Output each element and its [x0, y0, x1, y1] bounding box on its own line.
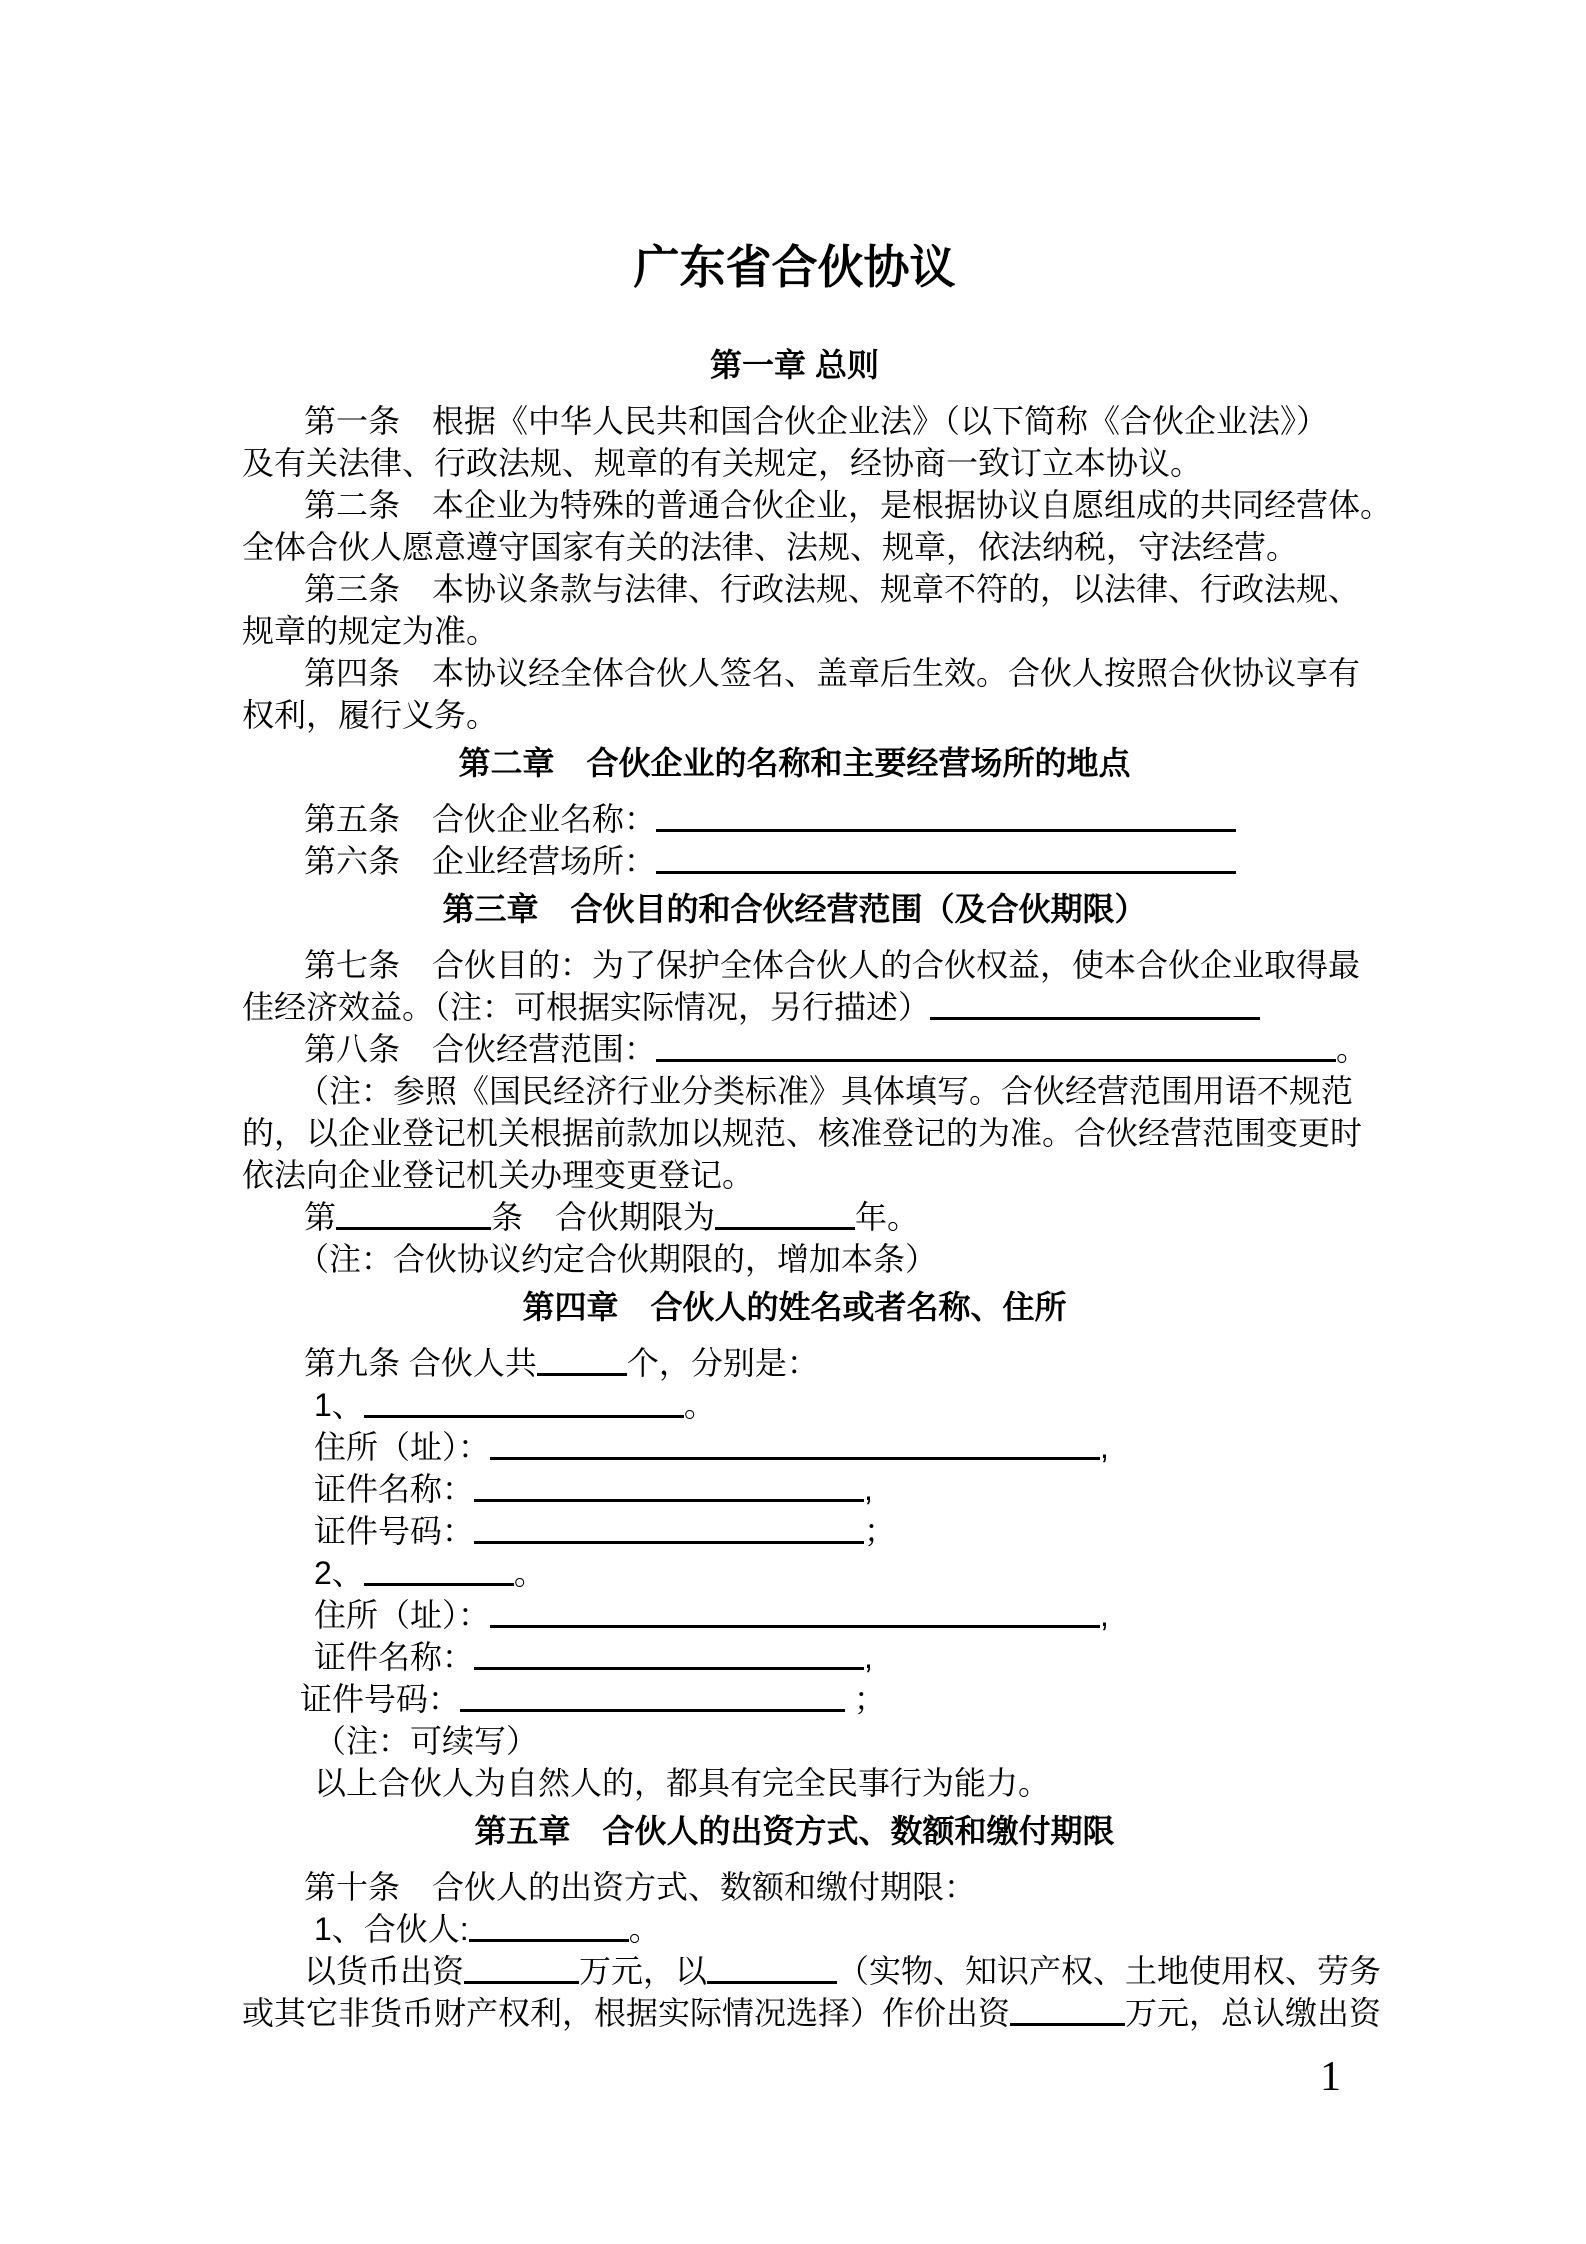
text-segment: 第一条 根据《中华人民共和国合伙企业法》（以下简称《合伙企业法》） — [304, 403, 1329, 439]
text-segment: , — [1100, 1597, 1109, 1633]
text-segment: 以上合伙人为自然人的，都具有完全民事行为能力。 — [314, 1765, 1051, 1801]
document-line — [242, 840, 1347, 882]
chapter-heading — [242, 888, 1347, 930]
fill-in-blank — [460, 1679, 845, 1712]
text-segment: 。 — [683, 1387, 716, 1423]
fill-in-blank — [656, 841, 1236, 874]
document-line — [242, 1594, 1347, 1636]
text-segment: 证件名称： — [314, 1639, 475, 1675]
text-segment: 。 — [513, 1555, 546, 1591]
document-line — [242, 1720, 1347, 1762]
fill-in-blank — [336, 1197, 491, 1230]
document-line — [242, 1112, 1363, 1154]
document-line — [242, 1510, 1347, 1552]
text-segment: ； — [864, 1513, 897, 1549]
text-segment: （注：参照《国民经济行业分类标准》具体填写。合伙经营范围用语不规范 — [297, 1073, 1354, 1109]
chapter-heading — [242, 344, 1347, 386]
text-segment: 第七条 合伙目的：为了保护全体合伙人的合伙权益，使本合伙企业取得最 — [304, 947, 1361, 983]
text-segment: 。 — [1336, 1031, 1369, 1067]
fill-in-blank — [656, 799, 1236, 832]
text-segment: , — [864, 1639, 873, 1675]
text-segment: , — [864, 1471, 873, 1507]
text-segment: 年。 — [855, 1199, 920, 1235]
document-line — [242, 694, 1347, 736]
document-line — [242, 1950, 1382, 1992]
fill-in-blank — [474, 1511, 864, 1544]
document-line — [242, 798, 1347, 840]
text-segment: 第 — [304, 1199, 337, 1235]
document-line — [242, 1196, 1347, 1238]
document-body — [242, 344, 1393, 2034]
document-line — [242, 1384, 1347, 1426]
text-segment: 第六条 企业经营场所： — [304, 843, 657, 879]
text-segment: 第五章 合伙人的出资方式、数额和缴付期限 — [474, 1813, 1115, 1849]
text-segment: （注：合伙协议约定合伙期限的，增加本条） — [297, 1241, 938, 1277]
document-line — [242, 526, 1347, 568]
document-line — [242, 1992, 1382, 2034]
document-line — [242, 1678, 1347, 1720]
document-line — [242, 568, 1361, 610]
fill-in-blank — [707, 1951, 837, 1984]
text-segment: 住所（址）： — [314, 1597, 491, 1633]
fill-in-blank — [490, 1595, 1100, 1628]
document-line — [242, 1468, 1347, 1510]
text-segment: 证件号码： — [300, 1681, 461, 1717]
document-line — [242, 1908, 1347, 1950]
text-segment: 全体合伙人愿意遵守国家有关的法律、法规、规章，依法纳税，守法经营。 — [242, 529, 1299, 565]
text-segment: 万元，以 — [579, 1953, 708, 1989]
fill-in-blank — [474, 1637, 864, 1670]
document-line — [242, 1070, 1354, 1112]
text-segment: 第五条 合伙企业名称： — [304, 801, 657, 837]
text-segment: 1、合伙人: — [314, 1911, 469, 1947]
chapter-heading — [242, 1810, 1347, 1852]
fill-in-blank — [715, 1197, 855, 1230]
document-line — [242, 400, 1347, 442]
text-segment: 住所（址）： — [314, 1429, 491, 1465]
text-segment: 证件名称： — [314, 1471, 475, 1507]
document-line — [242, 986, 1347, 1028]
document-line — [242, 1154, 1347, 1196]
text-segment: 规章的规定为准。 — [242, 613, 499, 649]
fill-in-blank — [537, 1343, 627, 1376]
page-number: 1 — [1320, 2054, 1341, 2100]
text-segment: 第九条 合伙人共 — [304, 1345, 537, 1381]
text-segment: 第三章 合伙目的和合伙经营范围（及合伙期限） — [442, 891, 1147, 927]
document-title: 广东省合伙协议 — [633, 242, 956, 293]
text-segment: 个，分别是： — [626, 1345, 819, 1381]
text-segment: 第八条 合伙经营范围： — [304, 1031, 657, 1067]
text-segment: （实物、知识产权、土地使用权、劳务 — [837, 1953, 1382, 1989]
chapter-heading — [242, 742, 1347, 784]
document-line — [242, 944, 1361, 986]
fill-in-blank — [364, 1385, 684, 1418]
text-segment: 第二章 合伙企业的名称和主要经营场所的地点 — [458, 745, 1131, 781]
document-line — [242, 1552, 1347, 1594]
text-segment: 2、 — [314, 1555, 364, 1591]
text-segment: 第四条 本协议经全体合伙人签名、盖章后生效。合伙人按照合伙协议享有 — [304, 655, 1361, 691]
text-segment: （注：可续写） — [314, 1723, 539, 1759]
text-segment: 第十条 合伙人的出资方式、数额和缴付期限： — [304, 1869, 977, 1905]
fill-in-blank — [1010, 1993, 1125, 2026]
fill-in-blank — [474, 1469, 864, 1502]
text-segment: 第二条 本企业为特殊的普通合伙企业，是根据协议自愿组成的共同经营体。 — [304, 487, 1393, 523]
text-segment: 及有关法律、行政法规、规章的有关规定，经协商一致订立本协议。 — [242, 445, 1203, 481]
fill-in-blank — [656, 1029, 1336, 1062]
text-segment: , — [1100, 1429, 1109, 1465]
text-segment: 1、 — [314, 1387, 364, 1423]
document-line — [242, 1426, 1347, 1468]
text-segment: 第三条 本协议条款与法律、行政法规、规章不符的，以法律、行政法规、 — [304, 571, 1361, 607]
text-segment: 条 合伙期限为 — [491, 1199, 716, 1235]
document-line — [242, 484, 1393, 526]
text-segment: ； — [845, 1681, 886, 1717]
text-segment: 第一章 总则 — [710, 347, 879, 383]
chapter-heading — [242, 1286, 1347, 1328]
document-line — [242, 652, 1361, 694]
document-line — [242, 1238, 1347, 1280]
document-line — [242, 1762, 1347, 1804]
document-line — [242, 1866, 1347, 1908]
text-segment: 的，以企业登记机关根据前款加以规范、核准登记的为准。合伙经营范围变更时 — [242, 1115, 1363, 1151]
text-segment: 以货币出资 — [304, 1953, 465, 1989]
text-segment: 依法向企业登记机关办理变更登记。 — [242, 1157, 755, 1193]
fill-in-blank — [490, 1427, 1100, 1460]
document-line — [242, 1028, 1369, 1070]
text-segment: 第四章 合伙人的姓名或者名称、住所 — [522, 1289, 1067, 1325]
text-segment: 或其它非货币财产权利，根据实际情况选择）作价出资 — [242, 1995, 1011, 2031]
document-line — [242, 442, 1347, 484]
document-line — [242, 610, 1347, 652]
fill-in-blank — [464, 1951, 579, 1984]
fill-in-blank — [469, 1909, 629, 1942]
document-content — [242, 238, 1393, 2034]
text-segment: 。 — [628, 1911, 661, 1947]
fill-in-blank — [364, 1553, 514, 1586]
text-segment: 权利，履行义务。 — [242, 697, 499, 733]
fill-in-blank — [930, 987, 1260, 1020]
text-segment: 万元，总认缴出资 — [1125, 1995, 1382, 2031]
text-segment: 证件号码： — [314, 1513, 475, 1549]
text-segment: 佳经济效益。（注：可根据实际情况，另行描述） — [242, 989, 931, 1025]
document-line — [242, 1342, 1347, 1384]
document-line — [242, 1636, 1347, 1678]
